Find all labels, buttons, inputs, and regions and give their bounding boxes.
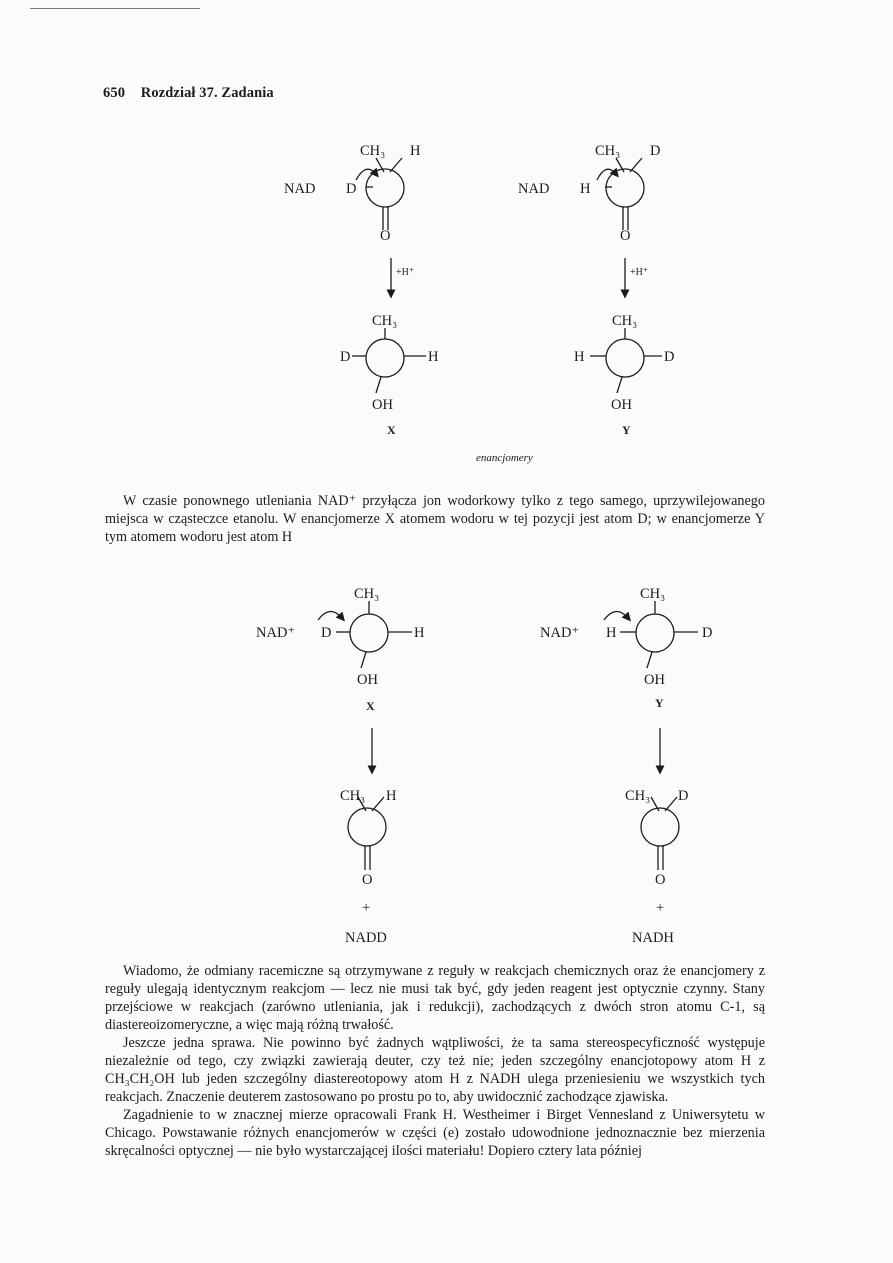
nad-plus-label: NAD⁺ (256, 625, 296, 641)
ch3-label: CH₃ (340, 788, 366, 804)
hydrogen-label: H (606, 625, 617, 641)
paragraph-text: W czasie ponownego utleniania NAD⁺ przyłącza jon wodorkowy tylko z tego samego, uprzywilejowanego miejsca w cząsteczce etanolu. W enancjomerze X atomem wodoru w tej pozycji jest atom D; w enancjomerze Y tym atomem wodoru jest atom H (105, 493, 765, 545)
hydroxyl-label: OH (357, 672, 378, 688)
oxygen-label: O (380, 228, 391, 244)
deuterium-label: D (664, 349, 675, 365)
hydroxyl-label: OH (611, 397, 632, 413)
paragraph-text: Zagadnienie to w znacznej mierze opracowali Frank H. Westheimer i Birget Vennesland z Uniwersytetu w Chicago. Powstawanie różnych enancjomerów w części (e) zostało udowodnione jednoznacznie bez mierzenia skręcalności optycznej — nie było wystarczającej ilości materiału! Dopiero cztery lata później (105, 1107, 765, 1159)
enantiomer-x-label: X (387, 423, 396, 437)
hydroxyl-label: OH (644, 672, 665, 688)
deuterium-label: D (346, 181, 357, 197)
newman-circle-x (366, 339, 404, 377)
proton-label: +H⁺ (630, 267, 649, 278)
hydrogen-label: H (574, 349, 585, 365)
nadd-product-label: NADD (345, 930, 387, 946)
newman-circle-nadd-ketone (348, 808, 386, 846)
hydrogen-label: H (386, 788, 397, 804)
deuterium-label: D (650, 143, 661, 159)
newman-circle-y-ketone (606, 169, 644, 207)
enantiomer-y-label: Y (622, 423, 631, 437)
newman-circle-y (606, 339, 644, 377)
page-number: 650 (103, 85, 126, 101)
newman-circle-nadh-ketone (641, 808, 679, 846)
ch3-label: CH₃ (354, 586, 380, 602)
newman-circle-x-ketone (366, 169, 404, 207)
hydrogen-label: H (410, 143, 421, 159)
hydroxyl-label: OH (372, 397, 393, 413)
hydrogen-label: H (580, 181, 591, 197)
oxygen-label: O (620, 228, 631, 244)
plus-sign: + (656, 900, 665, 916)
nad-plus-label: NAD⁺ (540, 625, 580, 641)
enantiomer-x-label: X (366, 699, 375, 713)
oxygen-label: O (655, 872, 666, 888)
nad-label: NAD (518, 181, 550, 197)
nad-label: NAD (284, 181, 316, 197)
oxygen-label: O (362, 872, 373, 888)
body-text (105, 962, 765, 1160)
deuterium-label: D (321, 625, 332, 641)
newman-circle-y2 (636, 614, 674, 652)
proton-label: +H⁺ (396, 267, 415, 278)
deuterium-label: D (678, 788, 689, 804)
hydride-arrow-4 (604, 611, 628, 620)
ch3-label: CH₃ (360, 143, 386, 159)
paragraph-text: Wiadomo, że odmiany racemiczne są otrzymywane z reguły w reakcjach chemicznych oraz że enancjomery z reguły ulegają identycznym reakcjom — lecz nie musi tak być, gdy jeden reagent jest optycznie czynny. Stany przejściowe w reakcjach (zarówno utleniania, jak i redukcji), zachodzących z dwóch stron atomu C-1, są diastereoizomeryczne, a więc mają różną trwałość. (105, 963, 765, 1033)
ch3-label: CH₃ (640, 586, 666, 602)
explanation-paragraph (105, 492, 765, 546)
deuterium-label: D (702, 625, 713, 641)
paragraph-text: Jeszcze jedna sprawa. Nie powinno być żadnych wątpliwości, że ta sama stereospecyficzność występuje niezależnie od tego, czy związki zawierają deuter, czy też nie; jeden szczególny enancjotopowy atom H z CH₃CH₂OH lub jeden szczególny diastereotopowy atom H z NADH ulega przeniesieniu we wszystkich tych reakcjach. Znaczenie deuterem zastosowano po prostu po to, aby uwidocznić zachodzące zjawiska. (105, 1035, 765, 1105)
enantiomer-y-label: Y (655, 696, 664, 710)
ch3-label: CH₃ (612, 313, 638, 329)
hydride-arrow-3 (318, 611, 342, 620)
chapter-title: Rozdział 37. Zadania (140, 85, 274, 101)
newman-circle-x2 (350, 614, 388, 652)
hydride-arrow-1 (356, 169, 376, 180)
ch3-label: CH₃ (595, 143, 621, 159)
enantiomers-caption: enancjomery (476, 452, 533, 464)
hydrogen-label: H (428, 349, 439, 365)
plus-sign: + (362, 900, 371, 916)
deuterium-label: D (340, 349, 351, 365)
nadh-product-label: NADH (632, 930, 674, 946)
hydrogen-label: H (414, 625, 425, 641)
ch3-label: CH₃ (625, 788, 651, 804)
hydride-arrow-2 (597, 169, 616, 180)
ch3-label: CH₃ (372, 313, 398, 329)
